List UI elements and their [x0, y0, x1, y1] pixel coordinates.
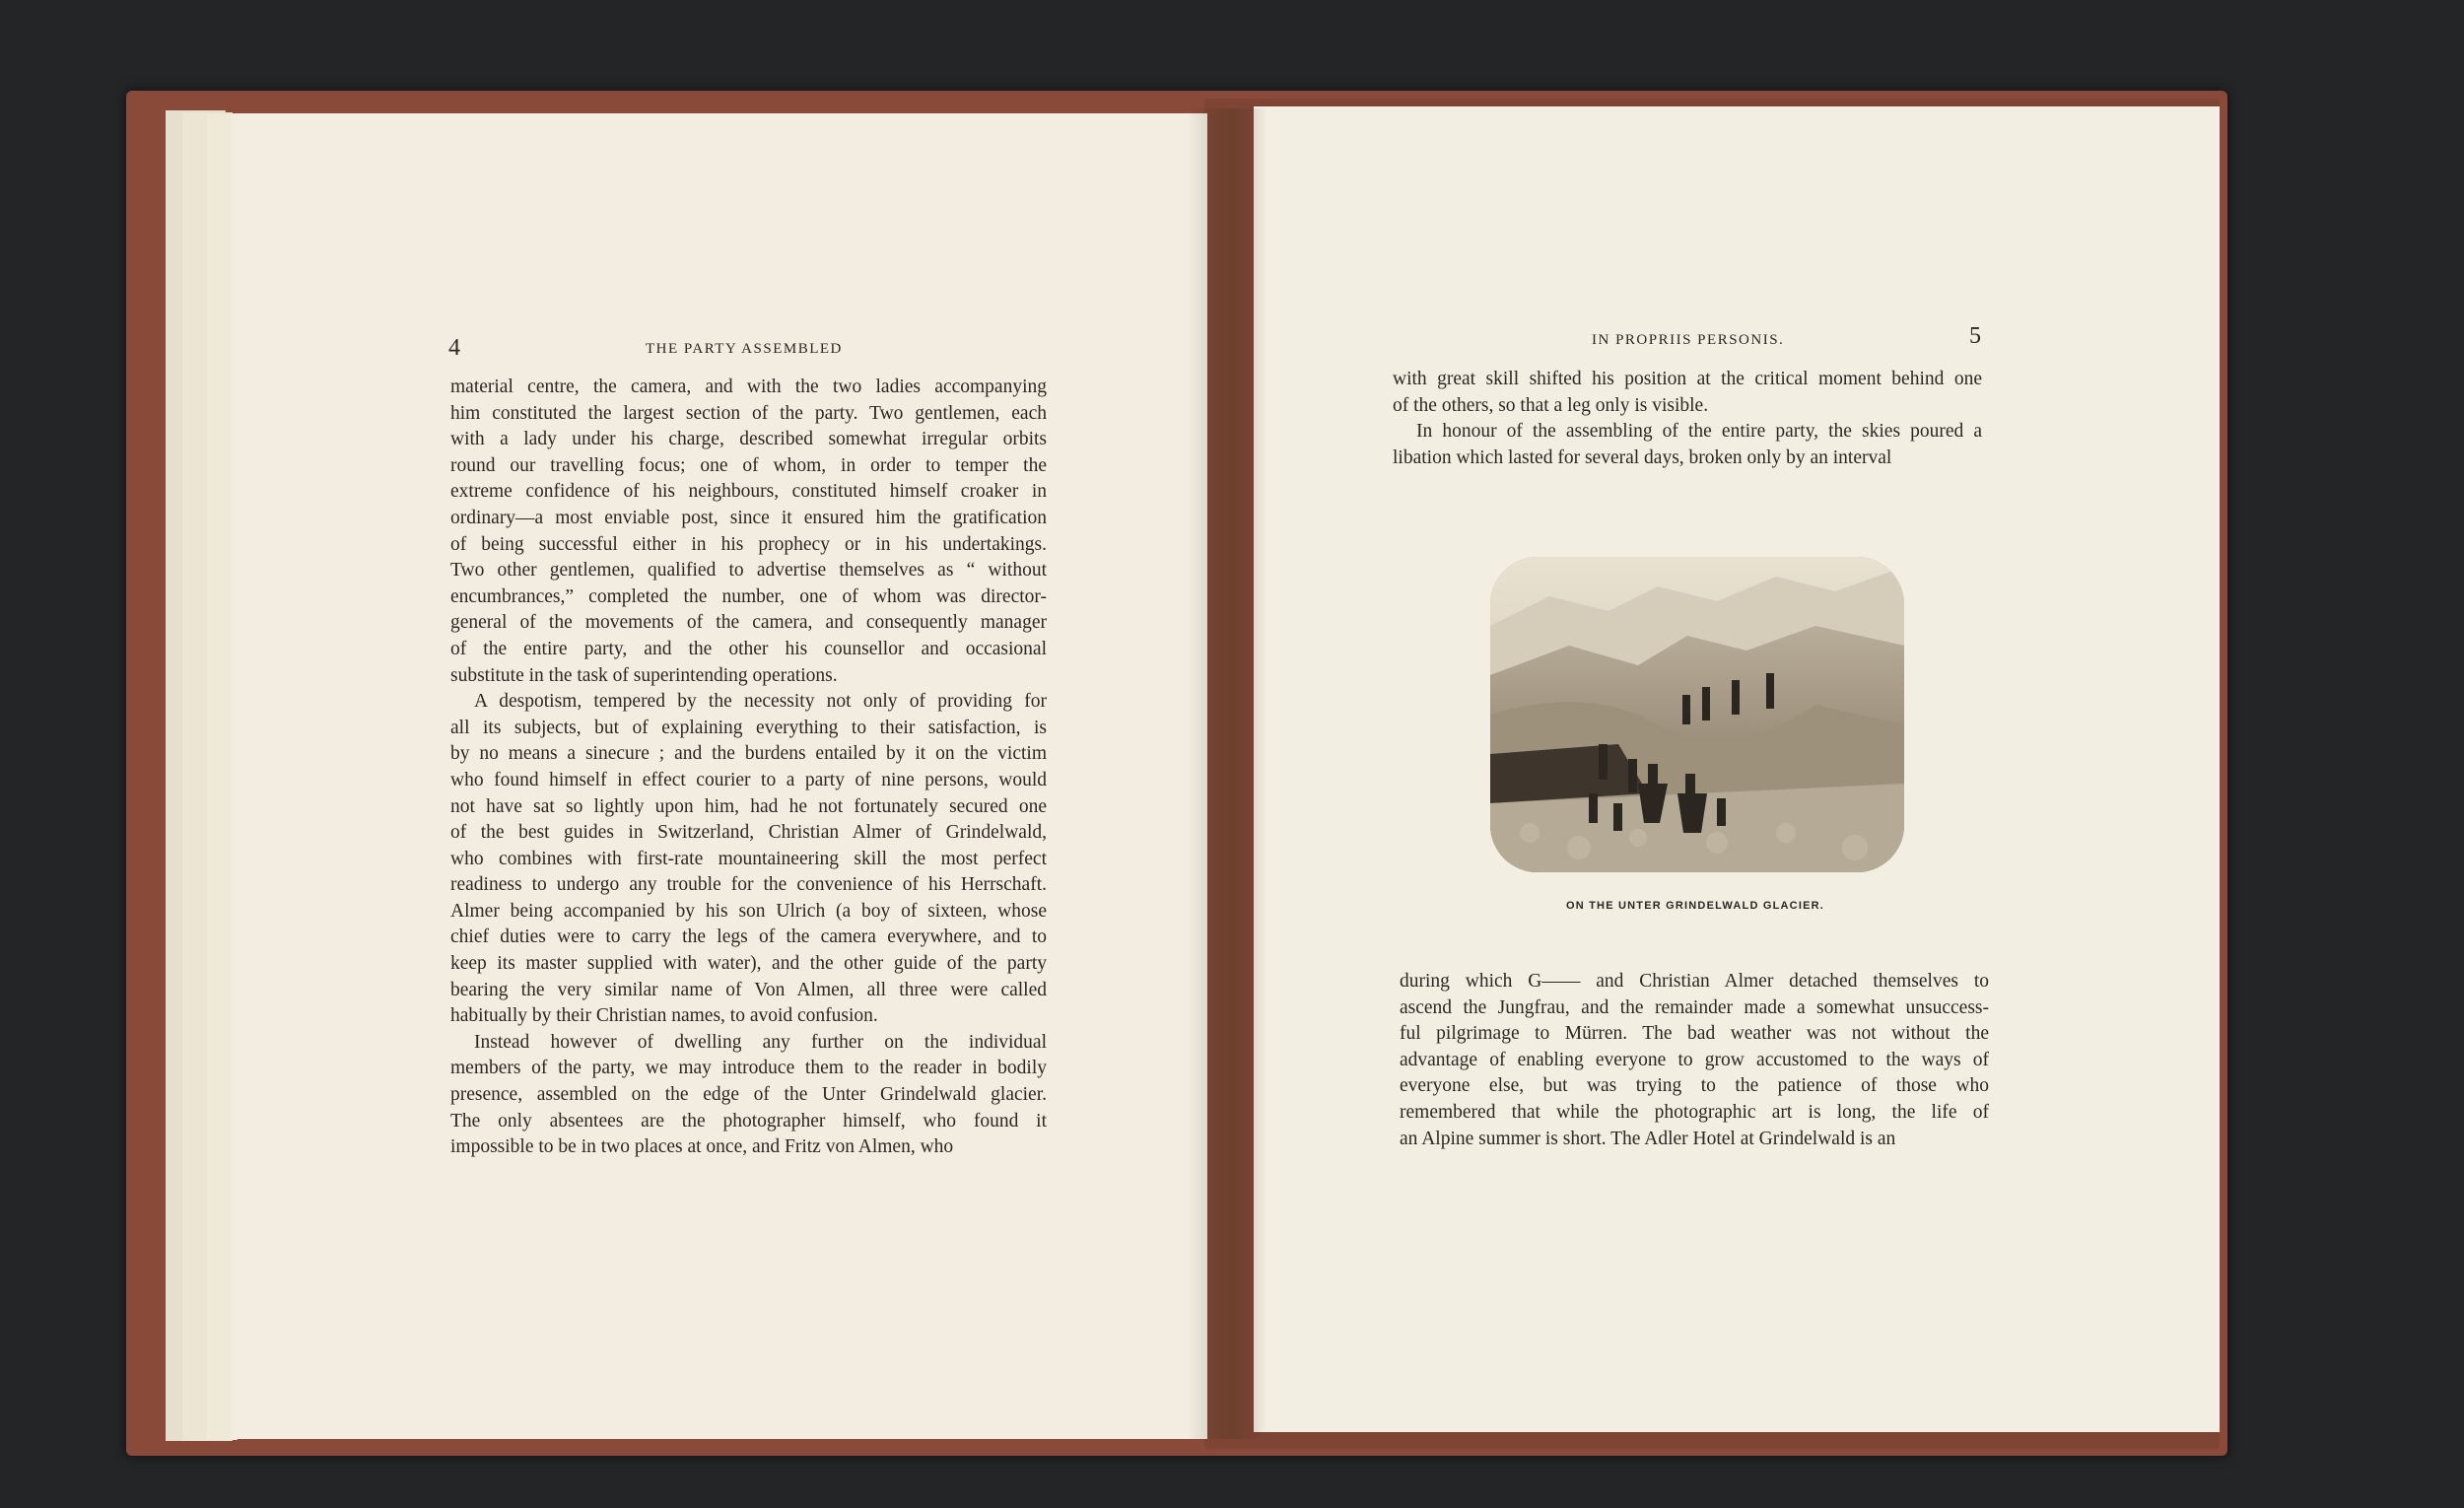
right-page-body-bottom — [1400, 969, 1989, 1152]
text-line: The only absentees are the photographer himself, who found it — [450, 1110, 1047, 1131]
text-line: keep its master supplied with water), and the other guide of the party — [450, 953, 1047, 975]
text-line: In honour of the assembling of the entire party, the skies poured a — [1416, 421, 1982, 443]
text-line: readiness to undergo any trouble for the convenience of his Herrschaft. — [450, 874, 1047, 896]
text-line: with great skill shifted his position at the critical moment behind one — [1393, 369, 1982, 389]
text-line: with a lady under his charge, described somewhat irregular orbits — [450, 429, 1047, 450]
text-line: by no means a sinecure ; and the burdens entailed by it on the victim — [450, 743, 1047, 765]
running-head-left: THE PARTY ASSEMBLED — [646, 341, 843, 357]
text-line: an Alpine summer is short. The Adler Hotel at Grindelwald is an — [1400, 1128, 1896, 1149]
text-line: encumbrances,” completed the number, one of whom was director- — [450, 585, 1047, 607]
text-line: who found himself in effect courier to a party of nine persons, would — [450, 769, 1047, 790]
left-page-body — [450, 375, 1047, 1161]
text-line: round our travelling focus; one of whom, in order to temper the — [450, 454, 1047, 476]
text-line: Almer being accompanied by his son Ulrich (a boy of sixteen, whose — [450, 900, 1047, 922]
text-line: during which G—— and Christian Almer detached themselves to — [1400, 971, 1989, 992]
text-line: material centre, the camera, and with the two ladies accompanying — [450, 377, 1047, 397]
text-line: habitually by their Christian names, to avoid confusion. — [450, 1005, 878, 1027]
text-line: of the best guides in Switzerland, Christian Almer of Grindelwald, — [450, 822, 1047, 844]
book-gutter — [1188, 108, 1266, 1439]
text-line: ful pilgrimage to Mürren. The bad weather was not without the — [1400, 1023, 1989, 1045]
text-line: substitute in the task of superintending operations. — [450, 664, 838, 686]
text-line: remembered that while the photographic art is long, the life of — [1400, 1101, 1989, 1123]
text-line: Two other gentlemen, qualified to advertise themselves as “ without — [450, 560, 1047, 582]
glacier-photograph — [1490, 557, 1904, 872]
photo-caption: ON THE UNTER GRINDELWALD GLACIER. — [1565, 900, 1825, 912]
text-line: Instead however of dwelling any further on the individual — [474, 1031, 1047, 1053]
text-line: ordinary—a most enviable post, since it ensured him the gratification — [450, 507, 1047, 528]
text-line: who combines with first-rate mountaineering skill the most perfect — [450, 848, 1047, 869]
text-line: impossible to be in two places at once, and Fritz von Almen, who — [450, 1136, 954, 1158]
text-line: advantage of enabling everyone to grow accustomed to the ways of — [1400, 1049, 1989, 1070]
text-line: of being successful either in his prophecy or in his undertakings. — [450, 533, 1047, 555]
text-line: extreme confidence of his neighbours, constituted himself croaker in — [450, 481, 1047, 503]
running-head-right: IN PROPRIIS PERSONIS. — [1592, 332, 1785, 348]
text-line: of the others, so that a leg only is visible. — [1393, 394, 1709, 416]
text-line: everyone else, but was trying to the patience of those who — [1400, 1075, 1989, 1097]
text-line: of the entire party, and the other his counsellor and occasional — [450, 638, 1047, 659]
text-line: him constituted the largest section of the party. Two gentlemen, each — [450, 402, 1047, 424]
text-line: not have sat so lightly upon him, had he not fortunately secured one — [450, 795, 1047, 817]
text-line: general of the movements of the camera, and consequently manager — [450, 612, 1047, 634]
text-line: all its subjects, but of explaining everything to their satisfaction, is — [450, 717, 1047, 738]
text-line: libation which lasted for several days, broken only by an interval — [1393, 446, 1892, 468]
glacier-photo-illustration — [1490, 557, 1904, 872]
text-line: presence, assembled on the edge of the Unter Grindelwald glacier. — [450, 1084, 1047, 1106]
text-line: ascend the Jungfrau, and the remainder made a somewhat unsuccess- — [1400, 996, 1989, 1018]
page-number-left: 4 — [448, 335, 460, 361]
text-line: members of the party, we may introduce them to the reader in bodily — [450, 1058, 1047, 1079]
text-line: A despotism, tempered by the necessity not only of providing for — [474, 691, 1047, 713]
page-number-right: 5 — [1969, 323, 1981, 349]
text-line: bearing the very similar name of Von Almen, all three were called — [450, 979, 1047, 1000]
right-page-body-top — [1393, 367, 1982, 471]
text-line: chief duties were to carry the legs of the camera everywhere, and to — [450, 926, 1047, 948]
